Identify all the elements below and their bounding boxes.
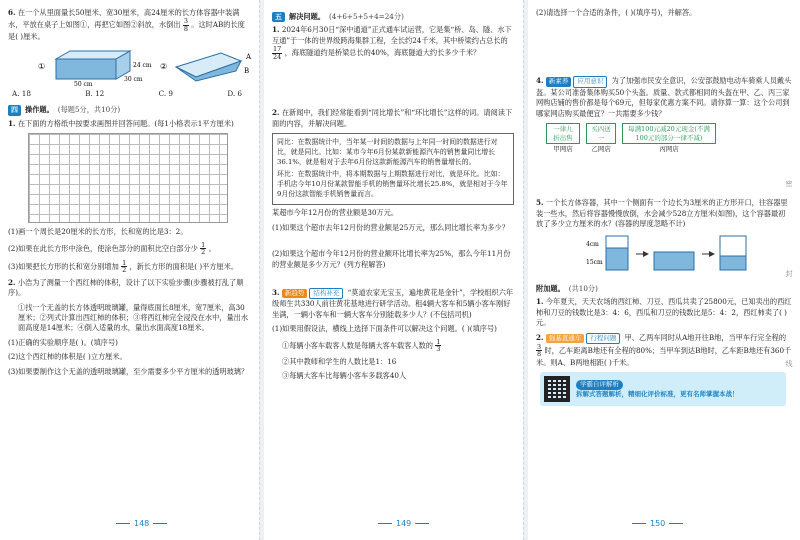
- dim-width: 30 cm: [124, 75, 143, 83]
- fraction: $\frac{3}{8}$: [183, 17, 188, 33]
- sub-question-text: (2)如果在此长方形中涂色，使涂色部分的面积比空白部分少: [8, 243, 198, 253]
- self-assessment-banner[interactable]: [540, 372, 786, 406]
- option-c[interactable]: C. 9: [158, 88, 173, 98]
- condition-text: ①每辆小客车载客人数是每辆大客车载客人数的: [282, 340, 433, 350]
- problem-2: [272, 108, 514, 129]
- tag-travel: 行程问题: [586, 333, 620, 344]
- question-number: 1.: [272, 25, 280, 35]
- page-150: [528, 0, 800, 540]
- banner-content: [576, 379, 739, 399]
- problem-4: [536, 76, 792, 119]
- dim-length: 50 cm: [74, 80, 93, 87]
- dim-height: 24 cm: [133, 61, 152, 69]
- problem-3: [272, 288, 514, 320]
- question-number: 3.: [272, 287, 280, 297]
- question-number: 2.: [536, 332, 544, 342]
- shop-bing: [622, 123, 716, 154]
- question-number: 2.: [272, 108, 280, 118]
- tag-new-literacy: 新素养: [546, 77, 572, 86]
- container-figure: [36, 47, 276, 87]
- fraction: $\frac{3}{8}$: [537, 342, 542, 359]
- final-water: [720, 256, 746, 270]
- label-4cm: 4cm: [586, 240, 599, 248]
- qr-code-icon[interactable]: [544, 376, 570, 402]
- bonus-score: (共10分): [568, 283, 598, 293]
- sub-question-1: (1)正确的实验顺序是( )。(填序号): [8, 337, 118, 347]
- question-number: 5.: [536, 198, 544, 208]
- section-header-4: [8, 105, 250, 115]
- sub-question-2: (2)如果这个超市今年12月份的营业额环比增长率为25%，那么今年11月份的营业额是多少万元？(列方程解答): [272, 249, 511, 269]
- question-text: 在下面的方格纸中按要求画图并回答问题。(每1小格表示1平方厘米): [17, 118, 234, 128]
- question-text-cont: ，海底隧道约是桥梁总长的40%，海底隧道大约长多少千米？: [284, 48, 481, 58]
- question-6: [8, 8, 250, 43]
- container-diagram: [586, 234, 800, 274]
- definition-yoy: 同比：在数据统计中，当年某一时间的数据与上年同一时间的数据进行对比，就是同比。比如：某市今年6月份某款新能源汽车的销售量同比增长36.1%，就是相对于去年6月份这款新能源汽车的销售量增长的。: [277, 138, 498, 167]
- seal-mark-1: 密: [785, 180, 793, 189]
- sub-question-3: [8, 260, 250, 274]
- question-text: 2024年6月30日“深中通道”正式通车试运营，它是集“桥、岛、隧、水下互通”于一体的世界级跨海集群工程，全长约24千米，其中桥梁约占总长的: [272, 25, 512, 45]
- sub-question-text: (3)如果把长方形的长和宽分别增加: [8, 261, 119, 271]
- figure-label-1: ①: [38, 61, 46, 71]
- banner-title: 学霸自评解析: [576, 380, 623, 389]
- question-number: 4.: [536, 76, 544, 86]
- answer-options: [8, 87, 250, 101]
- tag-structure: 结构补充: [309, 288, 343, 299]
- tag-strong-base: 强基直通车: [546, 334, 585, 343]
- question-number: 1.: [8, 118, 16, 128]
- sub-question-1: (1)如果这个超市去年12月份的营业额是25万元，那么同比增长率为多少？: [272, 222, 509, 232]
- page-number: 150: [628, 518, 687, 530]
- bonus-header: [536, 284, 792, 294]
- section-header-5: [272, 12, 514, 22]
- question-text-cont: 。这时AB的长度是( )厘米。: [8, 20, 245, 42]
- shop-name: 甲网店: [553, 145, 573, 154]
- seal-mark-3: 线: [785, 360, 793, 369]
- option-d[interactable]: D. 6: [227, 88, 242, 98]
- box-front: [56, 59, 116, 79]
- question-text: 一个长方体容器，其中一个侧面有一个边长为3厘米的正方形开口，往容器里装一些水，然后将容器慢慢放倒，水会减少528立方厘米(如图)，这个容器最初放了多少立方厘米的水？(容器的厚度忽略不计): [536, 198, 788, 229]
- section-title: 操作题。: [25, 105, 54, 115]
- banner-text: 拆解式答题解析，精细化评价标准，更有名师掌握本战！: [576, 389, 739, 398]
- sub-question-text-end: 。: [208, 243, 216, 253]
- question-text: “莫道农家无宝玉，遍地黄花是金针”，学校组织六年级师生共330人前往黄花基地进行研学活动。租4辆大客车和5辆小客车刚好坐满，一辆小客车和一辆大客车分别能载多少人？(不包括司机): [272, 287, 514, 319]
- sub-question-text-end: ，新长方形的面积是( )平方厘米。: [129, 261, 239, 271]
- section-score: (每题5分，共10分): [57, 105, 121, 115]
- point-b: B: [244, 66, 250, 75]
- fraction: $\frac{17}{24}$: [273, 45, 282, 61]
- section-title: 解决问题。: [289, 12, 325, 21]
- experiment-steps: ①找一个无盖的长方体透明玻璃罐，量得底面长8厘米，宽7厘米，高30厘米；②列式计算出西红柿的体积；③将西红柿完全浸没在水中，量出水面高度是14厘米；④倒入适量的水，量出水面高度18厘米。: [18, 302, 249, 333]
- problem-5: [536, 198, 792, 229]
- seal-mark-2: 封: [785, 270, 793, 279]
- shop-name: 乙网店: [591, 145, 611, 154]
- fraction: $\frac{1}{2}$: [122, 258, 127, 275]
- page-number: 149: [374, 518, 433, 530]
- section-score: (4+6+5+5+4=24分): [328, 12, 404, 21]
- question-text: 在一个从里面量长50厘米、宽30厘米，高24厘米的长方体容器中装满水，平放在桌子上如图①，再把它如图②斜放，水倒出: [8, 8, 240, 30]
- section-icon: 四: [8, 105, 21, 115]
- tilted-box: [654, 252, 694, 270]
- operation-question-2: [8, 278, 250, 299]
- sub-question-3: (3)如果要制作这个无盖的透明玻璃罐，至少需要多少平方厘米的透明玻璃？: [8, 366, 249, 376]
- bonus-question-1: [536, 297, 792, 328]
- question-number: 6.: [8, 8, 16, 17]
- shop-sign: 每满100元减20元现金(不满100元的部分一律不减): [622, 123, 716, 144]
- shop-yi: [586, 123, 616, 154]
- definition-box: [272, 133, 514, 205]
- page-number: 148: [112, 518, 171, 530]
- fraction: $\frac{1}{2}$: [201, 240, 206, 257]
- option-b[interactable]: B. 12: [85, 88, 105, 98]
- sub-question-2: (2)这个西红柿的体积是( )立方厘米。: [8, 352, 127, 362]
- question-text: 今年夏天，天天农场的西红柿、刀豆、西瓜共卖了25800元，已知卖出的西红柿和刀豆的钱数比是3：4：6，西瓜和刀豆的钱数比是5：4：2，西红柿卖了( )元。: [536, 297, 792, 328]
- question-text-cont: 时，乙车距离B地还有全程的80%；当甲车到达B地时，乙车距B地还有360千米。则A、B两地相距( )千米。: [536, 345, 792, 367]
- shop-sign: 一律九折出售: [546, 123, 580, 144]
- condition-1: [272, 339, 514, 353]
- condition-3: ③每辆大客车比每辆小客车多载客40人: [282, 371, 407, 381]
- definition-mom: 环比：在数据统计中，将本期数据与上期数据进行对比，就是环比。比如：手机店今年10月份某款智能手机的销售量环比增长25.8%，就是相对于今年9月份这款智能手机销售量而言。: [277, 170, 508, 199]
- continued-question: (2)请选择一个合适的条件，( )(填序号)，并解答。: [536, 8, 697, 17]
- question-number: 1.: [536, 297, 544, 307]
- shop-jia: [546, 123, 580, 154]
- sub-question-1: (1)画一个周长是20厘米的长方形，长和宽的比是3：2。: [8, 227, 188, 237]
- shop-offers: [546, 123, 792, 154]
- figure-label-2: ②: [160, 61, 168, 71]
- fraction: $\frac{1}{3}$: [436, 337, 441, 354]
- shop-name: 丙网店: [659, 145, 679, 154]
- option-a[interactable]: A. 18: [12, 88, 31, 98]
- given-info: 某超市今年12月份的营业额是30万元。: [272, 208, 399, 218]
- tag-application: 应用意识: [573, 76, 607, 87]
- operation-question-1: [8, 119, 250, 129]
- point-a: A: [246, 52, 252, 61]
- bonus-title: 附加题。: [536, 283, 565, 293]
- question-text: 为了加强市民安全意识，公安部鼓励电动车骑乘人员戴头盔。某公司准备集体购买50个头盔。质量、款式都相同的头盔在甲、乙、丙三家网购店铺的售价都是每个69元，但每家优惠方案不同。请你算一算：这个公司到哪家网店购买最便宜？一共需要多少钱？: [536, 76, 792, 118]
- sub-question-1: (1)如果用假设法，横线上选择下面条件可以解决这个问题。( )(填序号): [272, 324, 497, 334]
- bonus-question-2: [536, 333, 792, 369]
- condition-2: ②其中教师和学生的人数比是1：16: [282, 356, 397, 366]
- section-icon: 五: [272, 12, 285, 22]
- problem-1: [272, 25, 514, 60]
- grid-paper[interactable]: [28, 133, 228, 223]
- shop-sign: 买四送一: [586, 123, 616, 144]
- page-148: [0, 0, 258, 540]
- question-text: 在新闻中，我们经常能看到“同比增长”和“环比增长”这样的词。请阅读下面的内容，并解决问题。: [272, 108, 513, 128]
- page-149: [264, 0, 522, 540]
- question-number: 2.: [8, 277, 16, 287]
- upright-water: [606, 248, 628, 270]
- question-text: 小浩为了测量一个西红柿的体积，设计了以下实验步骤(步骤被打乱了顺序)。: [8, 277, 244, 298]
- tag-new-trend: 新趋势: [282, 289, 308, 298]
- label-15cm: 15cm: [586, 258, 603, 266]
- question-text: 甲、乙两车同时从A地开往B地，当甲车行完全程的: [624, 332, 787, 342]
- sub-question-2: [8, 242, 250, 256]
